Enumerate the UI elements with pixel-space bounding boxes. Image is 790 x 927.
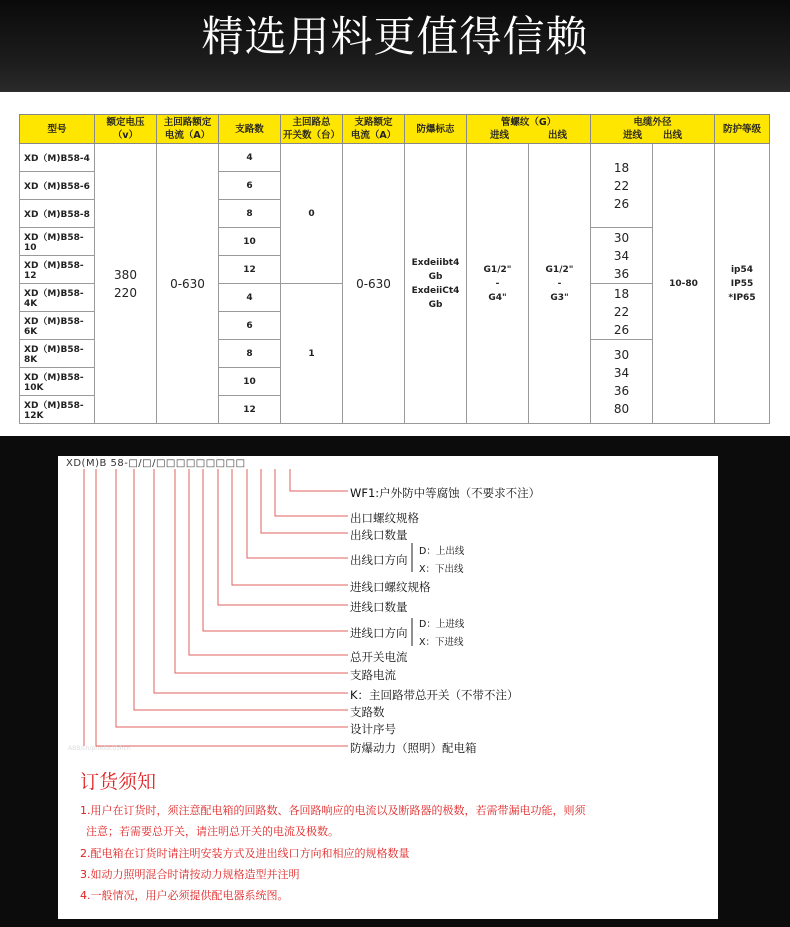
protection-cell: ip54 IP55 *IP65 (715, 144, 770, 424)
header-protection: 防护等级 (715, 115, 770, 144)
header-model: 型号 (20, 115, 95, 144)
header-voltage: 额定电压 （v） (95, 115, 157, 144)
label-branch-current: 支路电流 (350, 668, 396, 682)
header-branches: 支路数 (219, 115, 281, 144)
thread-out-cell: G1/2" - G3" (529, 144, 591, 424)
model-code: XD(M)B 58-□/□/□□□□□□□□□ (66, 458, 246, 469)
watermark: ABB/cn/product/zhcn (68, 745, 131, 752)
voltage-cell: 380 220 (95, 144, 157, 424)
main-switch-cell: 1 (281, 284, 343, 424)
order-note-3: 3.如动力照明混合时请按动力规格造型并注明 (80, 868, 300, 881)
spec-table (19, 114, 770, 424)
model-cell: XD（M)B58-6K (20, 312, 95, 340)
branches-cell: 12 (219, 396, 281, 424)
branches-cell: 6 (219, 172, 281, 200)
header-main-current: 主回路额定 电流（A） (157, 115, 219, 144)
model-cell: XD（M)B58-6 (20, 172, 95, 200)
header-thread: 管螺纹（G） 进线 出线 (467, 115, 591, 144)
branches-cell: 12 (219, 256, 281, 284)
table-header-row (20, 115, 770, 144)
model-cell: XD（M)B58-10 (20, 228, 95, 256)
model-cell: XD（M)B58-4 (20, 144, 95, 172)
label-in-d: D：上进线 (419, 619, 465, 630)
label-out-x: X：下出线 (419, 564, 464, 575)
label-out-thread: 出口螺纹规格 (350, 511, 419, 525)
order-note-1: 1.用户在订货时，须注意配电箱的回路数、各回路响应的电流以及断路器的极数，若需带漏电功能，则须 (80, 804, 586, 817)
model-code-diagram (58, 456, 718, 919)
label-in-x: X：下进线 (419, 637, 464, 648)
header-banner (0, 0, 790, 92)
model-cell: XD（M)B58-12K (20, 396, 95, 424)
branches-cell: 10 (219, 368, 281, 396)
label-out-dir: 出线口方向 (350, 553, 408, 567)
cable-in-group-4: 30 34 36 80 (591, 340, 653, 424)
section-gap (0, 436, 790, 454)
branches-cell: 4 (219, 284, 281, 312)
label-in-dir: 进线口方向 (350, 626, 408, 640)
branches-cell: 8 (219, 340, 281, 368)
label-wf1: WF1:户外防中等腐蚀（不要求不注） (350, 486, 541, 500)
label-design-no: 设计序号 (350, 722, 396, 736)
model-cell: XD（M)B58-4K (20, 284, 95, 312)
label-out-count: 出线口数量 (350, 528, 408, 542)
order-note-1-cont: 注意；若需要总开关，请注明总开关的电流及极数。 (86, 825, 339, 838)
model-cell: XD（M)B58-8K (20, 340, 95, 368)
header-main-switch: 主回路总 开关数（台） (281, 115, 343, 144)
main-current-cell: 0-630 (157, 144, 219, 424)
model-cell: XD（M)B58-12 (20, 256, 95, 284)
label-k: K：主回路带总开关（不带不注） (350, 688, 519, 702)
branch-current-cell: 0-630 (343, 144, 405, 424)
branches-cell: 8 (219, 200, 281, 228)
table-row (20, 144, 770, 172)
label-product: 防爆动力（照明）配电箱 (350, 741, 477, 755)
header-ex-mark: 防爆标志 (405, 115, 467, 144)
spec-table-panel (0, 92, 790, 436)
label-main-switch-current: 总开关电流 (350, 650, 408, 664)
branches-cell: 4 (219, 144, 281, 172)
cable-in-group-3: 18 22 26 (591, 284, 653, 340)
label-in-count: 进线口数量 (350, 600, 408, 614)
cable-out-cell: 10-80 (653, 144, 715, 424)
branches-cell: 10 (219, 228, 281, 256)
order-notes-title: 订货须知 (80, 771, 157, 793)
order-note-2: 2.配电箱在订货时请注明安装方式及进出线口方向和相应的规格数量 (80, 847, 410, 860)
thread-in-cell: G1/2" - G4" (467, 144, 529, 424)
label-branch-count: 支路数 (350, 705, 385, 719)
cable-in-group-1: 18 22 26 (591, 144, 653, 228)
page-title: 精选用料更值得信赖 (201, 12, 589, 61)
main-switch-cell: 0 (281, 144, 343, 284)
model-cell: XD（M)B58-10K (20, 368, 95, 396)
header-branch-current: 支路额定 电流（A） (343, 115, 405, 144)
header-cable: 电缆外径 进线 出线 (591, 115, 715, 144)
cable-in-group-2: 30 34 36 (591, 228, 653, 284)
model-cell: XD（M)B58-8 (20, 200, 95, 228)
label-out-d: D：上出线 (419, 546, 465, 557)
branches-cell: 6 (219, 312, 281, 340)
ex-mark-cell: Exdeiibt4 Gb ExdeiiCt4 Gb (405, 144, 467, 424)
order-note-4: 4.一般情况，用户必须提供配电器系统图。 (80, 889, 289, 902)
label-in-thread: 进线口螺纹规格 (350, 580, 431, 594)
